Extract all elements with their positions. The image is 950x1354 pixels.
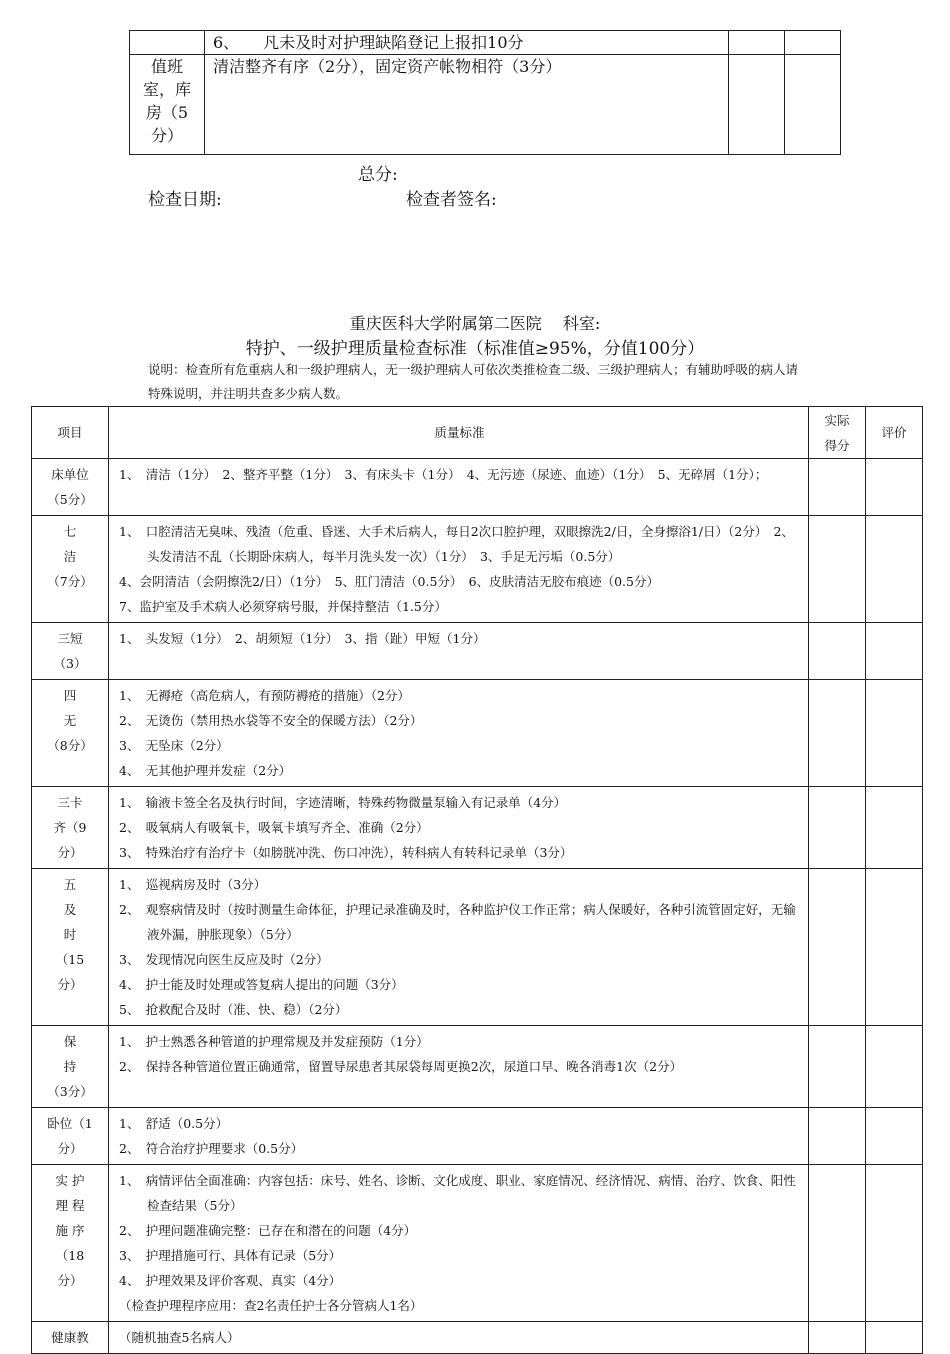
item-label: 时: [63, 927, 77, 942]
table-row: [130, 55, 841, 155]
header-score-label: 实际: [824, 412, 850, 428]
score-cell[interactable]: [809, 623, 866, 680]
table-row: [32, 1026, 923, 1108]
standard-cell: [109, 623, 809, 680]
standard-line: 2、 护理问题准确完整：已存在和潜在的问题（4分）: [119, 1223, 417, 1238]
quality-standard-table: [31, 406, 923, 1354]
item-label: 理 程: [55, 1198, 85, 1213]
standard-cell: [109, 869, 809, 1026]
standard-line: 1、 清洁（1分） 2、整齐平整（1分） 3、有床头卡（1分） 4、无污迹（尿迹、血迹）（1分） 5、无碎屑（1分）；: [119, 467, 768, 482]
standard-line: 1、 病情评估全面准确：内容包括：床号、姓名、诊断、文化成度、职业、家庭情况、经济情况、病情、治疗、饮食、阳性检查结果（5分）: [119, 1173, 796, 1213]
standard-line: 2、 吸氧病人有吸氧卡，吸氧卡填写齐全、准确（2分）: [119, 820, 429, 835]
item-label: 四: [63, 688, 77, 703]
standard-line: 2、 保持各种管道位置正确通常，留置导尿患者其尿袋每周更换2次，尿道口早、晚各消毒1次（2分）: [119, 1059, 683, 1074]
item-label: 及: [63, 902, 77, 917]
page-title: 特护、一级护理质量检查标准（标准值≥95%，分值100分）: [245, 339, 705, 359]
table-row: [32, 459, 923, 516]
instructions-note: 说明：检查所有危重病人和一级护理病人，无一级护理病人可依次类推检查二级、三级护理病人；有辅助呼吸的病人请特殊说明，并注明共查多少病人数。: [148, 362, 799, 401]
eval-cell[interactable]: [866, 623, 923, 680]
total-score-label: 总分:: [358, 165, 398, 185]
standard-text: 6、 凡未及时对护理缺陷登记上报扣10分: [213, 33, 524, 52]
standard-cell: [205, 55, 729, 155]
item-label: 卧位（1: [47, 1116, 93, 1131]
header-score: [809, 407, 866, 459]
standard-text: 清洁整齐有序（2分），固定资产帐物相符（3分）: [213, 57, 562, 76]
standard-line: 3、 发现情况向医生反应及时（2分）: [119, 952, 329, 967]
table-row: [130, 31, 841, 55]
item-label: 健康教: [51, 1330, 89, 1345]
item-label: 分）: [57, 1141, 83, 1156]
header-item-label: 项目: [57, 425, 83, 440]
standard-cell: [109, 516, 809, 623]
item-label: 保: [63, 1034, 77, 1049]
check-date-label: 检查日期:: [148, 190, 222, 210]
item-cell: [32, 680, 109, 787]
item-cell: [32, 787, 109, 869]
header-standard-label: 质量标准: [434, 425, 485, 440]
item-label: 分）: [57, 977, 83, 992]
standard-line: 1、 无褥疮（高危病人，有预防褥疮的措施）（2分）: [119, 688, 410, 703]
standard-line: 4、 护理效果及评价客观、真实（4分）: [119, 1273, 342, 1288]
item-label: 分）: [150, 126, 183, 145]
standard-line: 2、 观察病情及时（按时测量生命体征，护理记录准确及时，各种监护仪工作正常；病人保暖好，各种引流管固定好，无输液外漏，肿胀现象）（5分）: [119, 902, 796, 942]
standard-cell: [205, 31, 729, 55]
item-label: 室，库: [142, 80, 191, 99]
hospital-name: 重庆医科大学附属第二医院: [349, 314, 542, 333]
standard-line: （检查护理程序应用：查2名责任护士各分管病人1名）: [119, 1298, 423, 1313]
item-cell: [130, 31, 205, 55]
header-score-label: 得分: [824, 437, 850, 453]
table-row: [32, 1108, 923, 1165]
item-label: 值班: [150, 57, 183, 76]
item-label: （15: [55, 952, 85, 967]
eval-cell[interactable]: [866, 459, 923, 516]
standard-line: 4、会阴清洁（会阴擦洗2/日）（1分） 5、肛门清洁（0.5分） 6、皮肤清洁无胶布痕迹（0.5分）: [119, 574, 659, 589]
standard-cell: [109, 680, 809, 787]
standard-line: 1、 巡视病房及时（3分）: [119, 877, 267, 892]
table-row: [32, 516, 923, 623]
item-label: （7分）: [47, 574, 93, 589]
score-cell[interactable]: [809, 1108, 866, 1165]
table-body: [32, 459, 923, 1354]
standard-line: 2、 无烫伤（禁用热水袋等不安全的保暖方法）（2分）: [119, 713, 423, 728]
standard-line: 3、 无坠床（2分）: [119, 738, 229, 753]
item-label: 施 序: [55, 1223, 85, 1238]
standard-line: 1、 头发短（1分） 2、胡须短（1分） 3、指（趾）甲短（1分）: [119, 631, 486, 646]
standard-line: 1、 输液卡签全名及执行时间，字迹清晰，特殊药物微量泵输入有记录单（4分）: [119, 795, 567, 810]
standard-line: 1、 护士熟悉各种管道的护理常规及并发症预防（1分）: [119, 1034, 429, 1049]
item-label: （3）: [53, 656, 87, 671]
inspector-signature-label: 检查者签名:: [406, 190, 497, 210]
item-label: （5分）: [47, 492, 93, 507]
item-label: 持: [63, 1059, 77, 1074]
eval-cell[interactable]: [785, 31, 841, 55]
item-cell: [32, 1322, 109, 1354]
table-row: [32, 623, 923, 680]
score-cell[interactable]: [809, 680, 866, 787]
standard-cell: [109, 459, 809, 516]
standard-line: 4、 护士能及时处理或答复病人提出的问题（3分）: [119, 977, 404, 992]
item-label: 三卡: [57, 795, 83, 810]
item-label: 洁: [63, 549, 77, 564]
header-eval-label: 评价: [881, 425, 907, 440]
item-label: 三短: [57, 631, 83, 646]
item-cell: [32, 1026, 109, 1108]
item-label: （18: [55, 1248, 85, 1263]
item-cell: [32, 1165, 109, 1322]
top-score-table: [129, 30, 841, 155]
standard-line: 1、 口腔清洁无臭味、残渣（危重、昏迷、大手术后病人，每日2次口腔护理，双眼擦洗2/日，全身擦浴1/日）（2分） 2、头发清洁不乱（长期卧床病人，每半月洗头发一次）（1分） 3、手足无污垢（0.5分）: [119, 524, 794, 564]
standard-cell: [109, 1322, 809, 1354]
standard-cell: [109, 787, 809, 869]
standard-line: 3、 特殊治疗有治疗卡（如膀胱冲洗、伤口冲洗），转科病人有转科记录单（3分）: [119, 845, 573, 860]
item-label: （3分）: [47, 1084, 93, 1099]
item-label: 实 护: [55, 1173, 85, 1188]
score-cell[interactable]: [729, 55, 785, 155]
standard-line: 2、 符合治疗护理要求（0.5分）: [119, 1141, 304, 1156]
item-cell: [130, 55, 205, 155]
eval-cell[interactable]: [866, 1108, 923, 1165]
item-label: 五: [63, 877, 77, 892]
header-eval: [866, 407, 923, 459]
item-cell: [32, 459, 109, 516]
standard-line: 7、监护室及手术病人必须穿病号服，并保持整洁（1.5分）: [119, 599, 447, 614]
hospital-header: [0, 311, 950, 334]
eval-cell[interactable]: [866, 869, 923, 1026]
item-label: 齐（9: [53, 820, 87, 835]
score-cell[interactable]: [809, 787, 866, 869]
item-cell: [32, 516, 109, 623]
eval-cell[interactable]: [866, 1322, 923, 1354]
item-label: 床单位: [51, 467, 89, 482]
standard-line: （随机抽查5名病人）: [119, 1330, 240, 1345]
table-row: [32, 680, 923, 787]
score-cell[interactable]: [809, 1165, 866, 1322]
score-cell[interactable]: [809, 1322, 866, 1354]
table-header-row: [32, 407, 923, 459]
standard-cell: [109, 1165, 809, 1322]
item-label: 无: [63, 713, 77, 728]
header-item: [32, 407, 109, 459]
eval-cell[interactable]: [866, 1165, 923, 1322]
standard-line: 1、 舒适（0.5分）: [119, 1116, 229, 1131]
item-label: 七: [63, 524, 77, 539]
item-label: 分）: [57, 845, 83, 860]
eval-cell[interactable]: [785, 55, 841, 155]
standard-line: 3、 护理措施可行、具体有记录（5分）: [119, 1248, 342, 1263]
item-label: （8分）: [47, 738, 93, 753]
eval-cell[interactable]: [866, 1026, 923, 1108]
eval-cell[interactable]: [866, 516, 923, 623]
item-cell: [32, 1108, 109, 1165]
item-label: 房（5: [145, 103, 189, 122]
score-cell[interactable]: [809, 869, 866, 1026]
table-row: [32, 787, 923, 869]
department-label: 科室:: [562, 314, 601, 333]
score-cell[interactable]: [729, 31, 785, 55]
item-cell: [32, 869, 109, 1026]
item-label: 分）: [57, 1273, 83, 1288]
score-cell[interactable]: [809, 516, 866, 623]
eval-cell[interactable]: [866, 680, 923, 787]
table-row: [32, 1322, 923, 1354]
standard-cell: [109, 1026, 809, 1108]
table-row: [32, 869, 923, 1026]
table-row: [32, 1165, 923, 1322]
item-cell: [32, 623, 109, 680]
score-cell[interactable]: [809, 459, 866, 516]
score-cell[interactable]: [809, 1026, 866, 1108]
eval-cell[interactable]: [866, 787, 923, 869]
standard-line: 5、 抢救配合及时（准、快、稳）（2分）: [119, 1002, 348, 1017]
standard-cell: [109, 1108, 809, 1165]
header-standard: [109, 407, 809, 459]
standard-line: 4、 无其他护理并发症（2分）: [119, 763, 292, 778]
